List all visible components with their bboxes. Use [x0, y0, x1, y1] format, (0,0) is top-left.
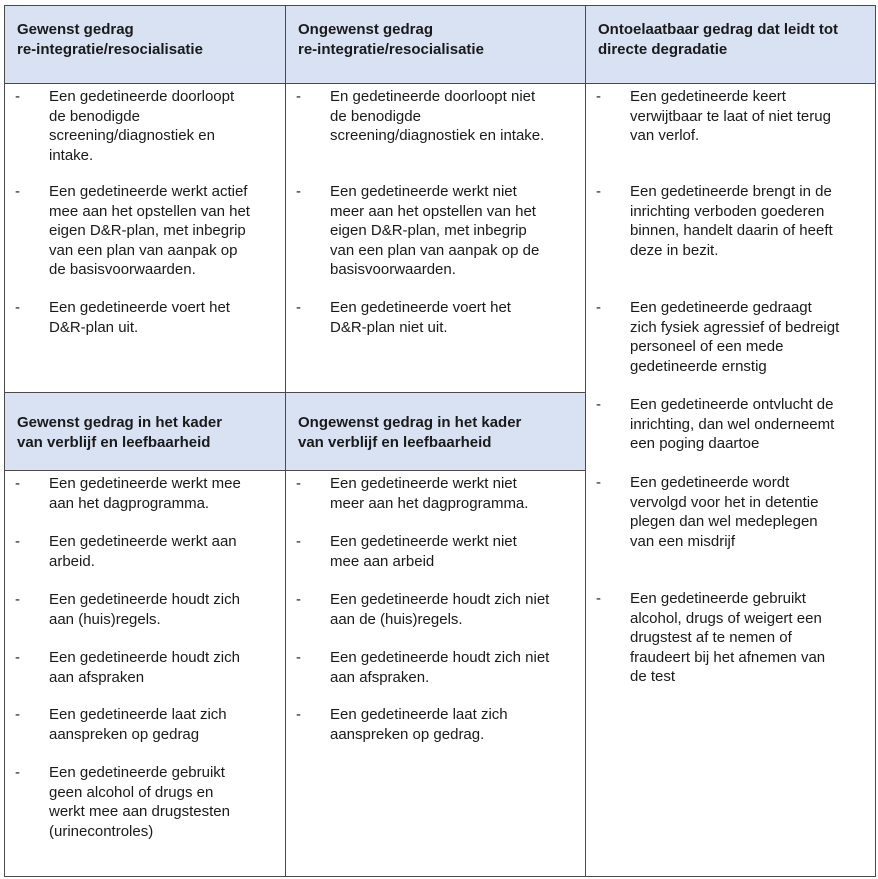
- bullet-dash: -: [296, 533, 301, 550]
- text-line: van verlof.: [630, 127, 700, 144]
- list-item-text: [49, 182, 279, 280]
- text-line: Een gedetineerde werkt niet: [330, 183, 517, 200]
- text-line: Een gedetineerde doorloopt: [49, 88, 235, 105]
- text-line: de test: [630, 668, 676, 685]
- header-line: re-integratie/resocialisatie: [17, 40, 203, 58]
- text-line: Een gedetineerde brengt in de: [630, 183, 832, 200]
- cell-col2-top: [285, 83, 586, 393]
- bullet-dash: -: [15, 475, 20, 492]
- bullet-dash: -: [596, 88, 601, 105]
- text-line: de benodigde: [49, 107, 140, 125]
- text-line: gedetineerde ernstig: [630, 357, 767, 375]
- bullet-dash: -: [15, 764, 20, 781]
- text-line: inrichting, dan wel onderneemt: [630, 415, 835, 433]
- text-line: Een gedetineerde laat zich: [49, 706, 227, 723]
- text-line: Een gedetineerde werkt aan: [49, 533, 237, 550]
- header-line: Ongewenst gedrag in het kader: [298, 414, 522, 431]
- header-line: Ongewenst gedrag: [298, 21, 434, 38]
- bullet-dash: -: [596, 474, 601, 491]
- list-item-text: [49, 87, 279, 165]
- bullet-dash: -: [15, 706, 20, 723]
- text-line: Een gedetineerde ontvlucht de: [630, 396, 834, 413]
- text-line: Een gedetineerde houdt zich: [49, 591, 240, 608]
- text-line: Een gedetineerde keert: [630, 88, 786, 105]
- header-line: Gewenst gedrag: [17, 21, 134, 38]
- bullet-dash: -: [296, 706, 301, 723]
- header-line: Ontoelaatbaar gedrag dat leidt tot: [598, 21, 839, 38]
- bullet-dash: -: [15, 88, 20, 105]
- text-line: meer aan het opstellen van het: [330, 202, 536, 220]
- text-line: van een misdrijf: [630, 532, 736, 550]
- text-line: Een gedetineerde werkt actief: [49, 183, 248, 200]
- text-line: Een gedetineerde gebruikt: [630, 590, 806, 607]
- text-line: een poging daartoe: [630, 435, 760, 452]
- header-line: Gewenst gedrag in het kader: [17, 414, 223, 431]
- cell-col1-top: [4, 83, 286, 393]
- text-line: arbeid.: [49, 552, 95, 570]
- list-item-text: [49, 590, 279, 629]
- text-line: deze in bezit.: [630, 241, 719, 259]
- list-item-text: [330, 182, 579, 280]
- text-line: Een gedetineerde houdt zich niet: [330, 591, 550, 608]
- bullet-dash: -: [596, 396, 601, 413]
- text-line: plegen dan wel medeplegen: [630, 513, 818, 530]
- list-item-text: [330, 474, 579, 513]
- text-line: werkt mee aan drugstesten: [49, 803, 230, 820]
- text-line: Een gedetineerde werkt niet: [330, 475, 517, 492]
- text-line: screening/diagnostiek en intake.: [330, 127, 545, 144]
- list-item-text: [330, 87, 579, 146]
- cell-col1-bottom: [4, 470, 286, 877]
- text-line: eigen D&R-plan, met inbegrip: [330, 222, 527, 239]
- text-line: D&R-plan niet uit.: [330, 318, 448, 336]
- header-line: directe degradatie: [598, 40, 728, 58]
- list-item-text: [630, 182, 869, 260]
- list-item-text: [49, 298, 279, 337]
- text-line: Een gedetineerde houdt zich: [49, 649, 240, 666]
- text-line: Een gedetineerde gedraagt: [630, 299, 812, 316]
- list-item-text: [330, 705, 579, 744]
- bullet-dash: -: [296, 475, 301, 492]
- text-line: binnen, handelt daarin of heeft: [630, 222, 833, 239]
- bullet-dash: -: [15, 183, 20, 200]
- list-item-text: [330, 590, 579, 629]
- list-item-text: [630, 298, 869, 376]
- header-line: re-integratie/resocialisatie: [298, 40, 484, 58]
- text-line: aanspreken op gedrag.: [330, 725, 485, 743]
- list-item-text: [49, 532, 279, 571]
- text-line: zich fysiek agressief of bedreigt: [630, 318, 840, 336]
- header-col2-bottom: [285, 392, 586, 471]
- text-line: meer aan het dagprogramma.: [330, 494, 529, 512]
- text-line: geen alcohol of drugs en: [49, 783, 214, 801]
- text-line: Een gedetineerde gebruikt: [49, 764, 225, 781]
- text-line: Een gedetineerde laat zich: [330, 706, 508, 723]
- text-line: aan afspraken.: [330, 668, 430, 686]
- cell-col2-bottom: [285, 470, 586, 877]
- text-line: En gedetineerde doorloopt niet: [330, 88, 536, 105]
- text-line: aanspreken op gedrag: [49, 725, 200, 743]
- text-line: aan afspraken: [49, 668, 145, 686]
- list-item-text: [330, 532, 579, 571]
- text-line: aan het dagprogramma.: [49, 494, 210, 512]
- text-line: alcohol, drugs of weigert een: [630, 609, 822, 627]
- bullet-dash: -: [15, 299, 20, 316]
- bullet-dash: -: [15, 649, 20, 666]
- list-item-text: [630, 395, 869, 454]
- text-line: de basisvoorwaarden.: [49, 261, 196, 278]
- list-item-text: [330, 648, 579, 687]
- text-line: van een plan van aanpak op de: [330, 241, 540, 259]
- text-line: Een gedetineerde werkt mee: [49, 475, 241, 492]
- text-line: de benodigde: [330, 107, 421, 125]
- list-item-text: [49, 763, 279, 841]
- text-line: personeel of een mede: [630, 338, 784, 355]
- header-line: van verblijf en leefbaarheid: [298, 433, 492, 451]
- bullet-dash: -: [596, 299, 601, 316]
- header-col1-top: [4, 5, 286, 84]
- header-col3: [585, 5, 876, 84]
- text-line: mee aan het opstellen van het: [49, 202, 250, 220]
- text-line: verwijtbaar te laat of niet terug: [630, 107, 831, 125]
- text-line: vervolgd voor het in detentie: [630, 493, 819, 511]
- text-line: basisvoorwaarden.: [330, 261, 456, 278]
- text-line: Een gedetineerde voert het: [330, 299, 511, 316]
- text-line: screening/diagnostiek en: [49, 127, 215, 144]
- header-col2-top: [285, 5, 586, 84]
- text-line: (urinecontroles): [49, 822, 154, 840]
- list-item-text: [630, 589, 869, 687]
- list-item-text: [49, 705, 279, 744]
- header-col1-bottom: [4, 392, 286, 471]
- list-item-text: [630, 473, 869, 551]
- text-line: Een gedetineerde werkt niet: [330, 533, 517, 550]
- text-line: Een gedetineerde voert het: [49, 299, 230, 316]
- cell-col3: [585, 83, 876, 877]
- text-line: van een plan van aanpak op: [49, 241, 238, 259]
- text-line: intake.: [49, 146, 94, 164]
- bullet-dash: -: [296, 183, 301, 200]
- text-line: inrichting verboden goederen: [630, 202, 825, 220]
- list-item-text: [630, 87, 869, 146]
- header-line: van verblijf en leefbaarheid: [17, 433, 211, 451]
- text-line: Een gedetineerde houdt zich niet: [330, 649, 550, 666]
- bullet-dash: -: [596, 590, 601, 607]
- text-line: fraudeert bij het afnemen van: [630, 648, 826, 666]
- bullet-dash: -: [296, 649, 301, 666]
- text-line: mee aan arbeid: [330, 552, 435, 570]
- bullet-dash: -: [296, 591, 301, 608]
- list-item-text: [49, 648, 279, 687]
- text-line: Een gedetineerde wordt: [630, 474, 790, 491]
- text-line: aan de (huis)regels.: [330, 610, 463, 628]
- list-item-text: [330, 298, 579, 337]
- bullet-dash: -: [15, 591, 20, 608]
- bullet-dash: -: [296, 88, 301, 105]
- bullet-dash: -: [15, 533, 20, 550]
- text-line: drugstest af te nemen of: [630, 629, 792, 646]
- text-line: eigen D&R-plan, met inbegrip: [49, 222, 246, 239]
- bullet-dash: -: [596, 183, 601, 200]
- text-line: aan (huis)regels.: [49, 610, 161, 628]
- bullet-dash: -: [296, 299, 301, 316]
- list-item-text: [49, 474, 279, 513]
- text-line: D&R-plan uit.: [49, 318, 139, 336]
